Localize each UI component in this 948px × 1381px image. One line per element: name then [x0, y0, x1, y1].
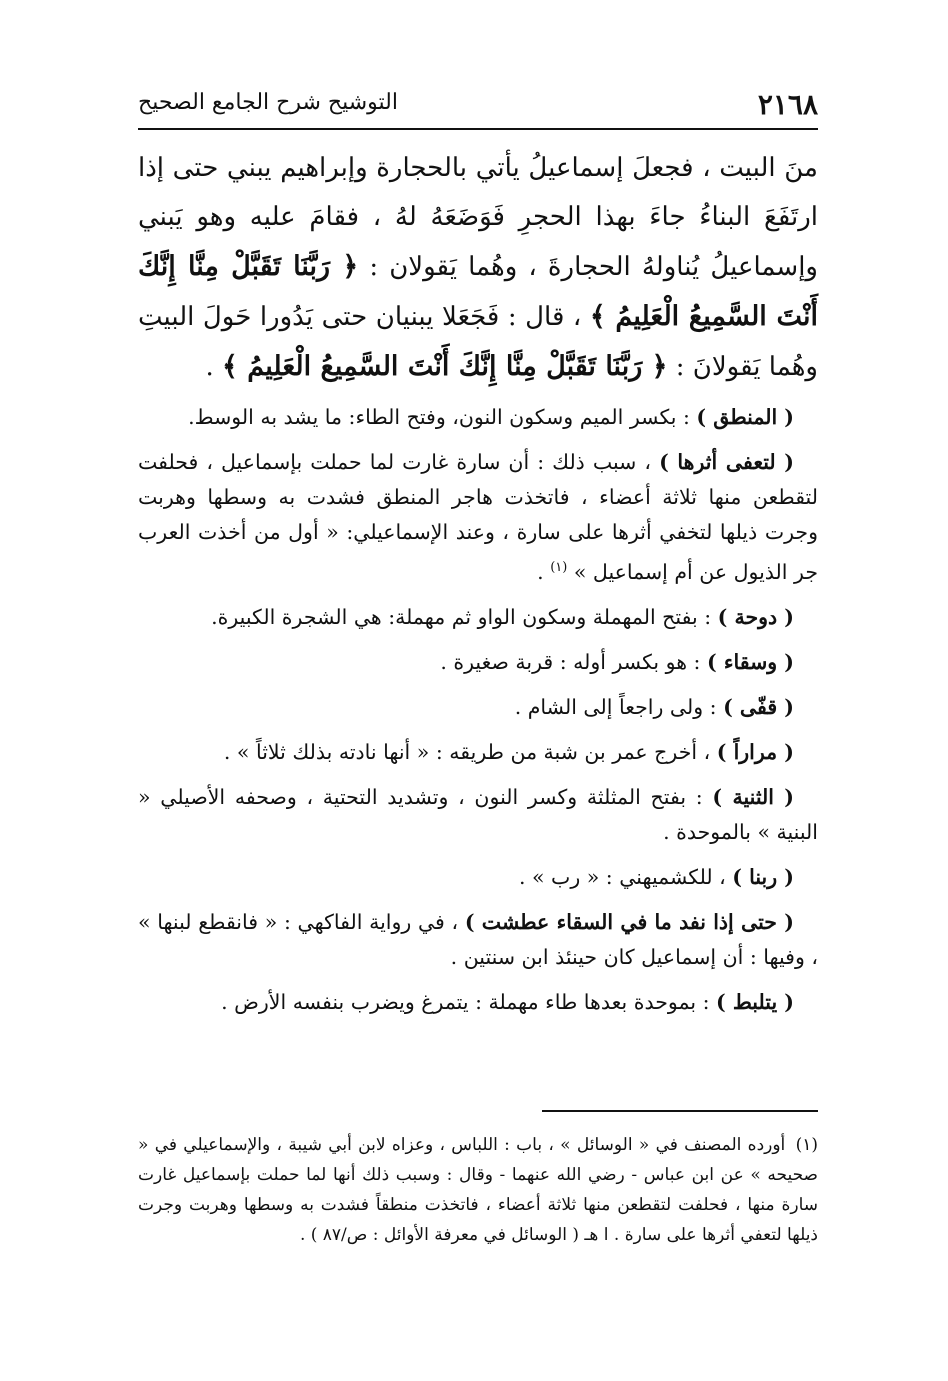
commentary-text: : هو بكسر أوله : قربة صغيرة . — [440, 649, 707, 674]
commentary-term: ( ربنا ) — [732, 864, 794, 889]
commentary-text: ، في رواية الفاكهي : « فانقطع لبنها » ، وفيها : أن إسماعيل كان حينئذ ابن سنتين . — [138, 909, 818, 969]
footnote-separator — [542, 1110, 818, 1112]
commentary-text: : بفتح المهملة وسكون الواو ثم مهملة: هي الشجرة الكبيرة. — [211, 604, 718, 629]
footnote-text: أورده المصنف في « الوسائل » ، باب : اللباس ، وعزاه لابن أبي شيبة ، والإسماعيلي في « صحيحه » عن ابن عباس - رضي الله عنهما - وقال : وسبب ذلك أنها لما حملت بإسماعيل غارت سارة منها ، فحلفت لتقطعن منها ثلاثة أعضاء ، فاتخذت منطقاً فشدت به وسطها وهربت وجرت ذيلها لتعفي أثرها على سارة . ا هـ ( الوسائل في معرفة الأوائل : ص/٨٧ ) . — [138, 1135, 818, 1245]
commentary-paragraph — [138, 400, 818, 435]
commentary-term: ( المنطق ) — [696, 405, 794, 429]
commentary-term: ( الثنية ) — [712, 784, 794, 809]
hadith-part-3: . — [205, 352, 214, 382]
commentary-text: ، للكشميهني : « رب » . — [518, 864, 733, 889]
commentary-term: ( يتلبط ) — [716, 989, 794, 1014]
commentary-term: ( دوحة ) — [717, 604, 794, 629]
commentary-term: ( لتعفى أثرها ) — [659, 450, 795, 474]
commentary-paragraph — [138, 985, 818, 1020]
commentary-text: ، سبب ذلك : أن سارة غارت لما حملت بإسماعيل ، فحلفت لتقطعن منها ثلاثة أعضاء ، فاتخذت هاجر المنطق فشدت به وسطها وهربت وجرت ذيلها لتخفي أثرها على سارة ، وعند الإسماعيلي: « أول من أخذت العرب جر الذيول عن أم إسماعيل » — [138, 450, 818, 584]
commentary-term: ( مراراً ) — [716, 739, 794, 764]
hadith-part-2: ، قال : فَجَعَلا يبنيان حتى يَدُورا حَولَ البيتِ وهُما يَقولانَ : — [138, 302, 818, 382]
commentary-paragraph — [138, 645, 818, 680]
commentary-paragraph — [138, 780, 818, 850]
page-header — [138, 88, 818, 130]
commentary-text: : بكسر الميم وسكون النون، وفتح الطاء: ما يشد به الوسط. — [188, 405, 697, 429]
commentary-text: : بموحدة بعدها طاء مهملة : يتمرغ ويضرب بنفسه الأرض . — [221, 989, 716, 1014]
commentary-paragraph — [138, 735, 818, 770]
quran-verse-2: ﴿ رَبَّنَا تَقَبَّلْ مِنَّا إِنَّكَ أَنْتَ السَّمِيعُ الْعَلِيمُ ﴾ — [222, 351, 668, 382]
commentary-paragraph — [138, 860, 818, 895]
running-title: التوشيح شرح الجامع الصحيح — [138, 90, 398, 115]
hadith-part-1: منَ البيت ، فجعلَ إسماعيلُ يأتي بالحجارة وإبراهيم يبني حتى إذا ارتَفَعَ البناءُ جاءَ بهذا الحجرِ فَوَضَعَهُ لهُ ، فقامَ عليه وهو يَبني وإسماعيلُ يُناولهُ الحجارةَ ، وهُما يَقولان : — [138, 153, 818, 282]
commentary-term: ( وسقاء ) — [706, 649, 794, 674]
footnote — [138, 1130, 818, 1250]
commentary-term: ( حتى إذا نفد ما في السقاء عطشت ) — [464, 909, 794, 934]
commentary-paragraph — [138, 690, 818, 725]
page-number: ٢١٦٨ — [757, 88, 818, 121]
commentary-text: ، أخرج عمر بن شبة من طريقه : « أنها نادته بذلك ثلاثاً » . — [223, 739, 717, 764]
commentary-text: : بفتح المثلثة وكسر النون ، وتشديد التحتية ، وصحفه الأصيلي « البنية » بالموحدة . — [138, 784, 818, 844]
footnote-reference[interactable]: (١) — [550, 560, 568, 575]
commentary-paragraph — [138, 905, 818, 975]
commentary-term: ( قفّى ) — [723, 694, 794, 719]
commentary-paragraph — [138, 445, 818, 590]
hadith-text — [138, 144, 818, 392]
commentary-text: : ولى راجعاً إلى الشام . — [514, 694, 724, 719]
commentary-paragraph — [138, 600, 818, 635]
quran-verse-1: ﴿ رَبَّنَا تَقَبَّلْ مِنَّا إِنَّكَ أَنْتَ السَّمِيعُ الْعَلِيمُ ﴾ — [138, 251, 818, 332]
commentary-text-end: . — [537, 559, 551, 584]
footnote-number: (١) — [795, 1135, 818, 1155]
